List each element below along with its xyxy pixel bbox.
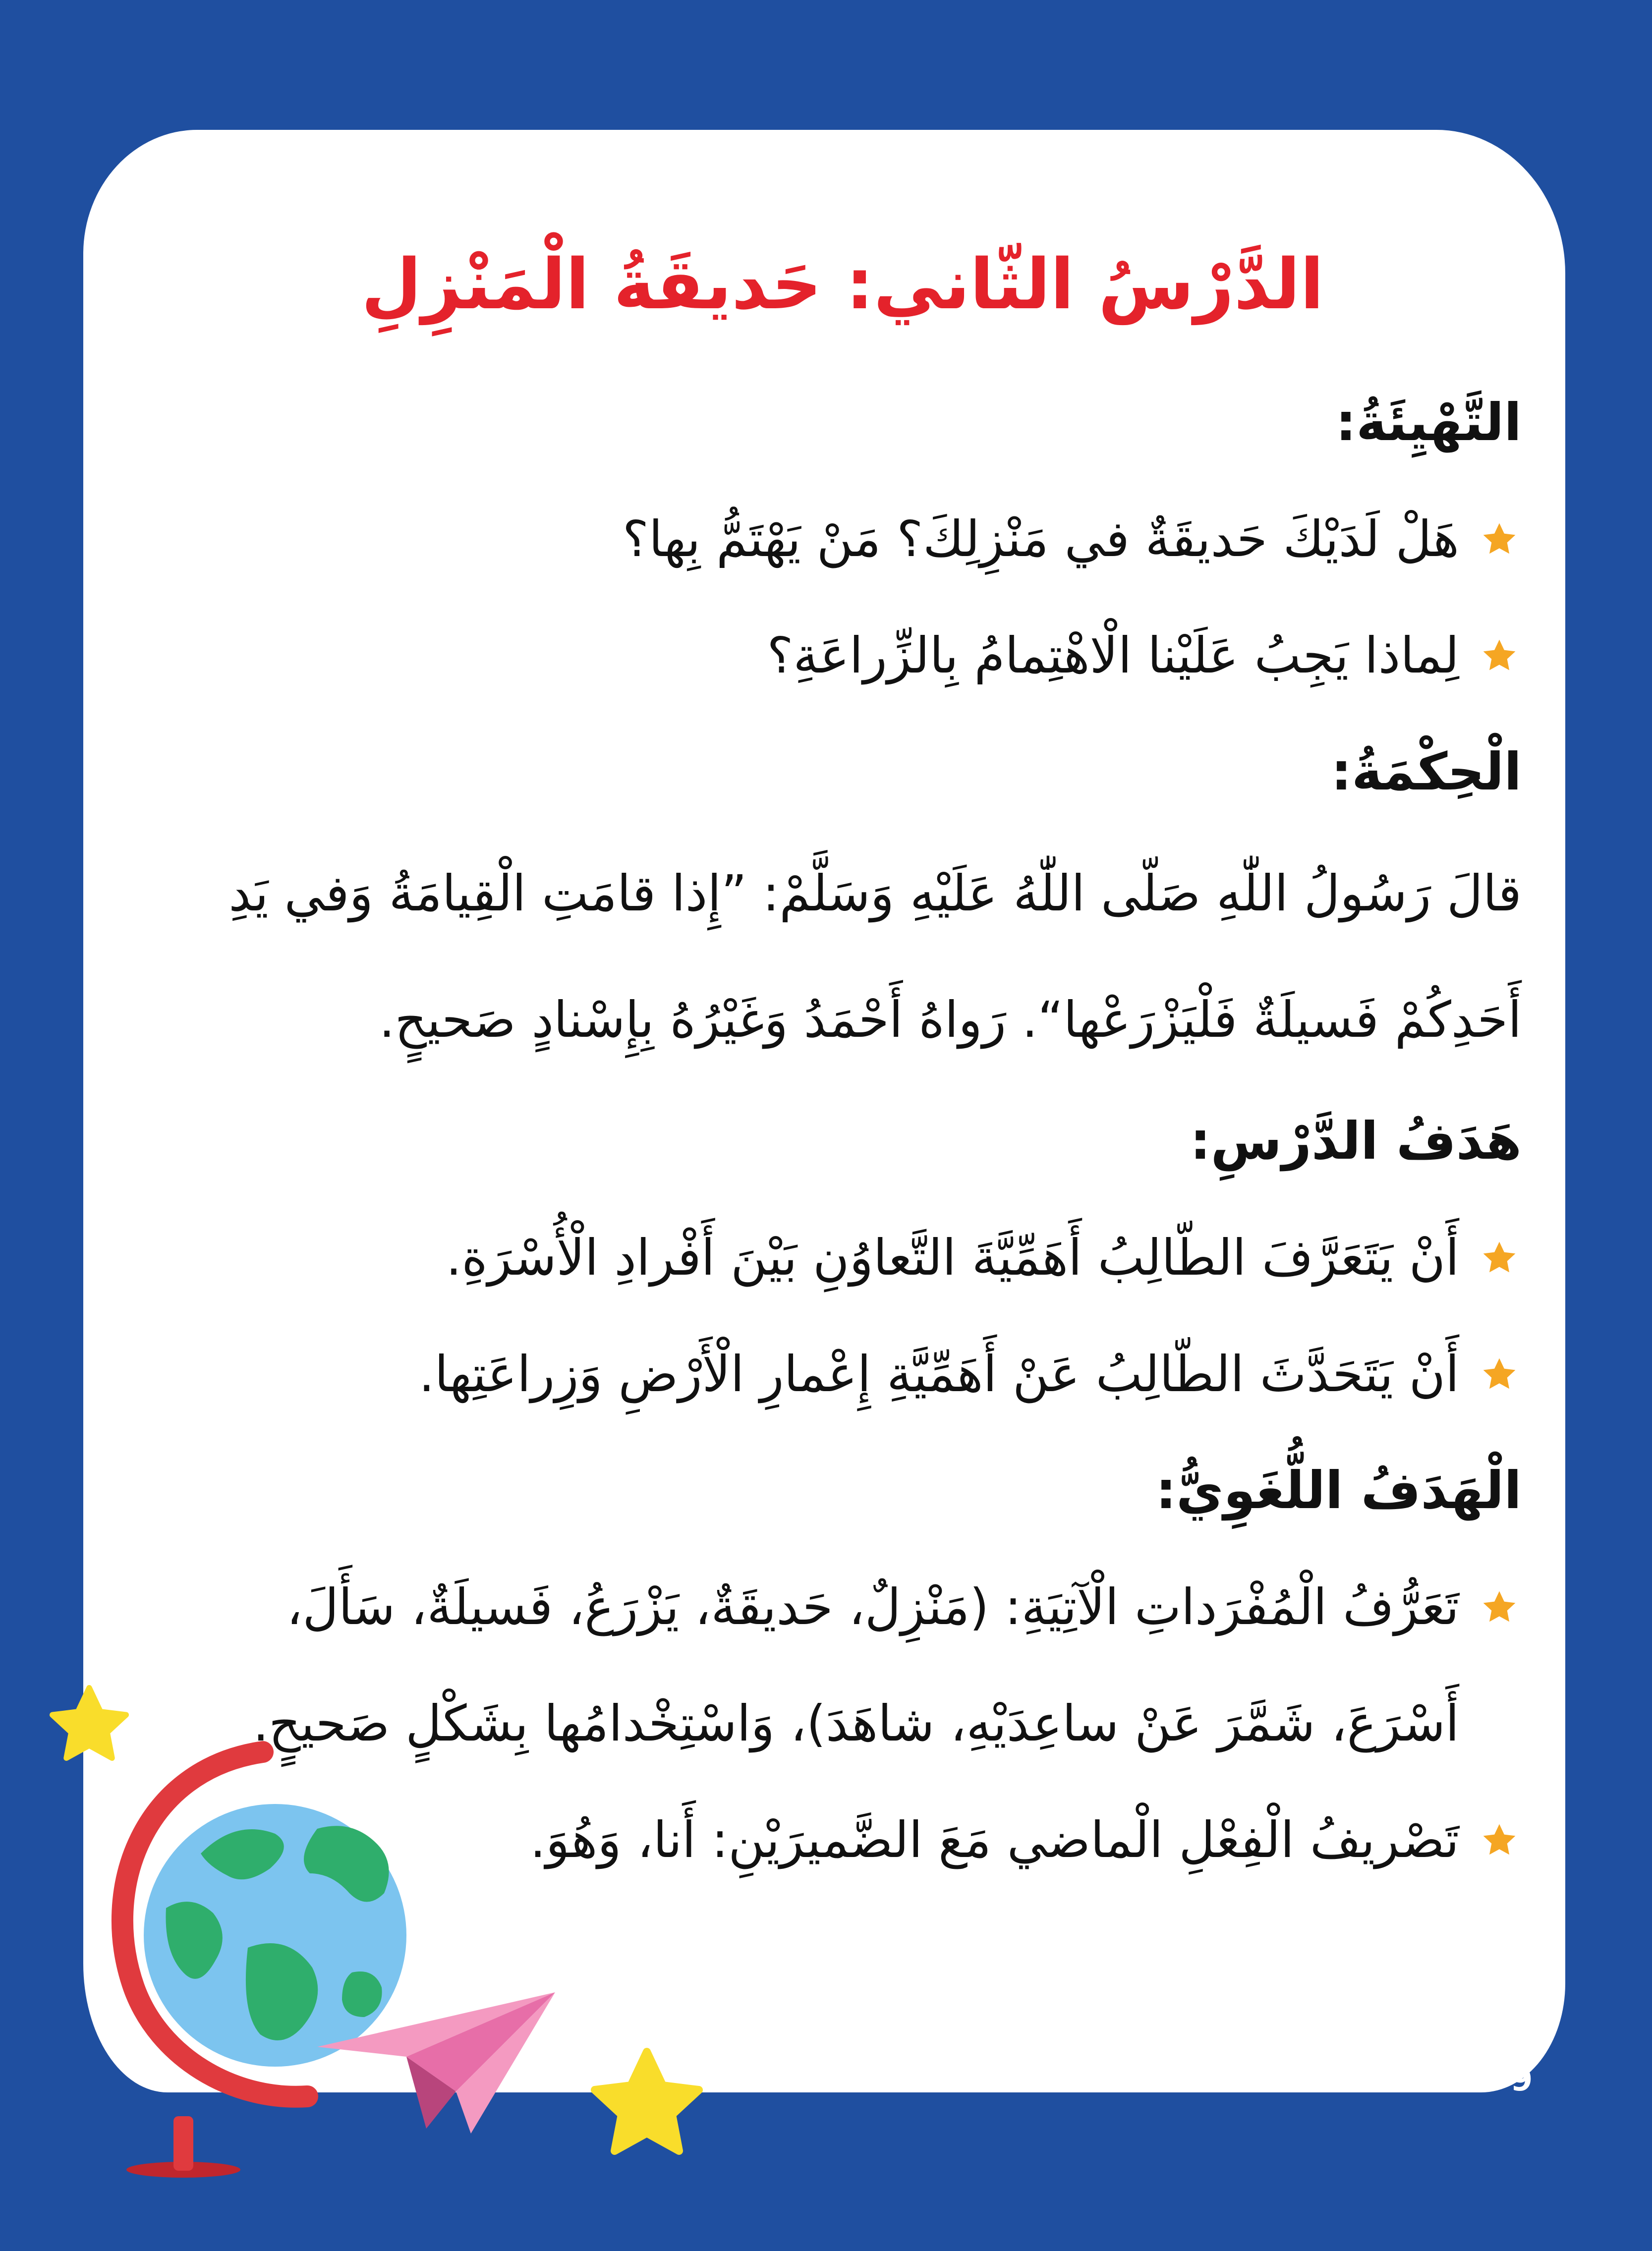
star-icon — [587, 2044, 706, 2163]
list-item — [164, 481, 1522, 597]
star-bullet-icon — [1477, 1782, 1522, 1898]
star-bullet-icon — [1477, 1199, 1522, 1316]
paper-plane-icon — [307, 1987, 565, 2136]
lesson-content — [164, 225, 1522, 1898]
section-heading-lesson-goal: هَدَفُ الدَّرْسِ: — [1190, 1111, 1522, 1171]
section-heading-language-goal: الْهَدَفُ اللُّغَوِيُّ: — [1155, 1460, 1522, 1520]
list-item-text: تَعَرُّفُ الْمُفْرَداتِ الْآتِيَةِ: (مَنْزِلٌ، حَديقَةٌ، يَزْرَعُ، فَسيلَةٌ، سَأَلَ، أَسْرَعَ، شَمَّرَ عَنْ ساعِدَيْهِ، شاهَدَ)، وَاسْتِخْدامُها بِشَكْلٍ صَحيحٍ. — [253, 1578, 1459, 1752]
star-bullet-icon — [1477, 1549, 1522, 1665]
star-bullet-icon — [1477, 597, 1522, 714]
list-item — [164, 1199, 1522, 1316]
page-number: 9 — [1510, 2062, 1533, 2098]
list-item-text: تَصْريفُ الْفِعْلِ الْماضي مَعَ الضَّميرَيْنِ: أَنا، وَهُوَ. — [530, 1811, 1459, 1869]
section-heading-wisdom: الْحِكْمَةُ: — [1331, 741, 1522, 802]
hadith-paragraph: قالَ رَسُولُ اللّٰهِ صَلّى اللّٰهُ عَلَيْهِ وَسَلَّمْ: ”إِذا قامَتِ الْقِيامَةُ وَفي يَدِ أَحَدِكُمْ فَسيلَةٌ فَلْيَزْرَعْها“. رَواهُ أَحْمَدُ وَغَيْرُهُ بِإِسْنادٍ صَحيحٍ. — [228, 864, 1522, 1049]
list-item-text: أَنْ يَتَحَدَّثَ الطّالِبُ عَنْ أَهَمِّيَّةِ إِعْمارِ الْأَرْضِ وَزِراعَتِها. — [418, 1345, 1459, 1403]
list-item-text: لِماذا يَجِبُ عَلَيْنا الْاهْتِمامُ بِالزِّراعَةِ؟ — [767, 626, 1459, 684]
list-item — [164, 597, 1522, 714]
list-item — [164, 1316, 1522, 1432]
list-item-text: أَنْ يَتَعَرَّفَ الطّالِبُ أَهَمِّيَّةَ التَّعاوُنِ بَيْنَ أَفْرادِ الْأُسْرَةِ. — [446, 1229, 1459, 1287]
list-item-text: هَلْ لَدَيْكَ حَديقَةٌ في مَنْزِلِكَ؟ مَنْ يَهْتَمُّ بِها؟ — [622, 510, 1459, 568]
star-bullet-icon — [1477, 1316, 1522, 1432]
section-heading-preparation: التَّهْيِئَةُ: — [1335, 392, 1522, 452]
lesson-title: الدَّرْسُ الثّاني: حَديقَةُ الْمَنْزِلِ — [361, 244, 1324, 325]
star-bullet-icon — [1477, 481, 1522, 597]
